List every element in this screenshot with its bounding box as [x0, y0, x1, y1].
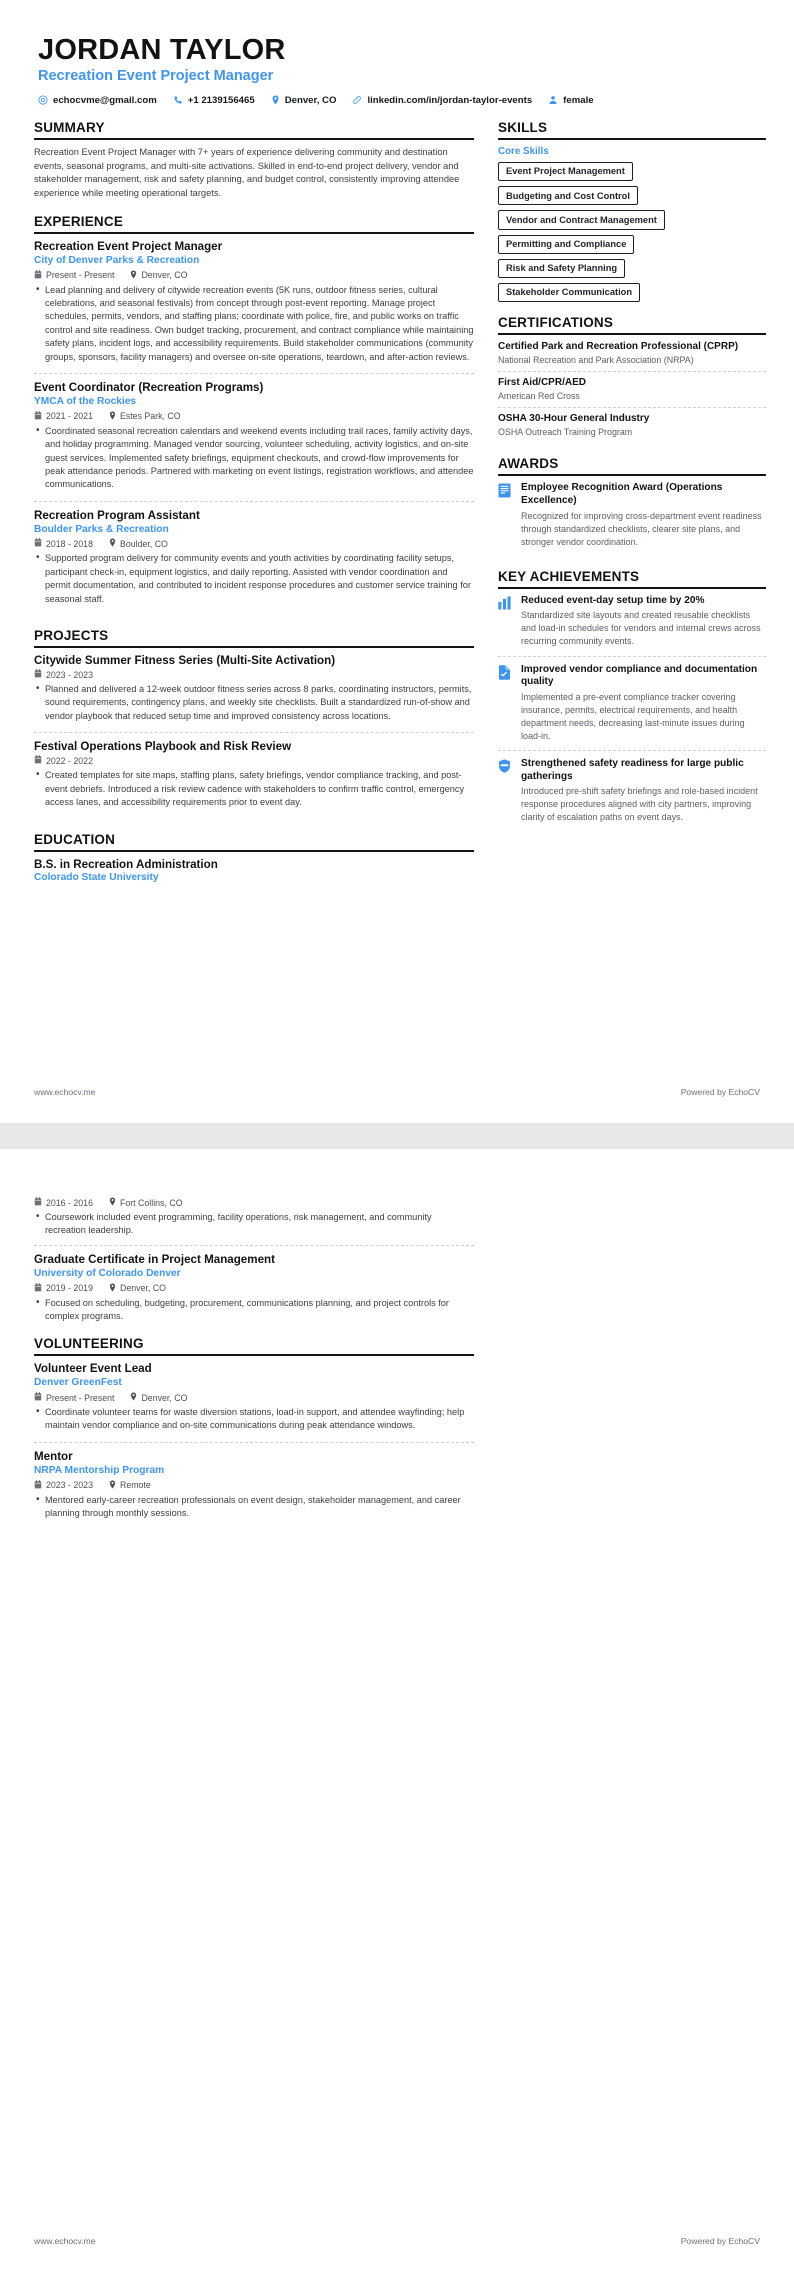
project-dates-group — [34, 755, 93, 766]
contact-location-text: Denver, CO — [284, 94, 337, 106]
certification-issuer: National Recreation and Park Association (NRPA) — [498, 354, 694, 365]
job-meta — [34, 411, 474, 422]
page-footer-1 — [34, 1087, 760, 1097]
education-meta — [34, 1197, 474, 1208]
volunteering-meta — [34, 1392, 474, 1403]
achievement-description: Standardized site layouts and created reusable checklists and load-in schedules for vendors and internal crews across recurring community events. — [521, 610, 761, 647]
contact-gender-text: female — [563, 94, 594, 106]
resume-columns-page2 — [34, 1197, 760, 1542]
resume-page-1 — [0, 0, 794, 1123]
school-name: University of Colorado Denver — [34, 1267, 181, 1279]
volunteer-dates-group — [34, 1480, 93, 1491]
calendar-icon — [34, 669, 42, 680]
certification-name: First Aid/CPR/AED — [498, 377, 586, 389]
section-certifications — [498, 315, 766, 443]
achievement-description: Implemented a pre-event compliance tracker covering insurance, permits, electrical requirements, and health department needs, decreasing last-minute issues during load-in. — [521, 691, 745, 741]
calendar-icon — [34, 1197, 42, 1208]
skills-group-label: Core Skills — [498, 145, 549, 157]
shield-icon — [498, 758, 513, 824]
professional-headline: Recreation Event Project Manager — [38, 68, 274, 85]
degree-title: B.S. in Recreation Administration — [34, 857, 218, 871]
volunteer-dates: 2023 - 2023 — [46, 1480, 93, 1490]
list-item: • Supported program delivery for community events and youth activities by coordinating facility setups, participant check-in, equipment logistics, and daily reporting. Assisted with vendor coordination and permit documentation, and contributed to incident response procedures and customer service training for seasonal staff. — [45, 552, 474, 606]
school-name: Colorado State University — [34, 872, 159, 884]
list-item: • Coordinated seasonal recreation calendars and weekend events including trail races, family activity days, and holiday programming. Managed vendor sourcing, volunteer scheduling, activity logistics, and on-site guest services. Implemented safety briefings, equipment checkouts, and crowd-flow improvements for peak attendance periods. Partnered with marketing on event listings, registration workflows, and attendee communications. — [45, 425, 474, 492]
volunteering-meta — [34, 1480, 474, 1491]
section-volunteering — [34, 1336, 474, 1529]
project-title: Citywide Summer Fitness Series (Multi-Site Activation) — [34, 654, 336, 668]
resume-columns — [34, 120, 760, 898]
job-dates-group — [34, 270, 114, 281]
bar-chart-icon — [498, 595, 513, 649]
left-column — [34, 120, 474, 898]
section-title-volunteering: VOLUNTEERING — [34, 1336, 474, 1356]
achievement-body — [521, 595, 766, 649]
list-item: • Coursework included event programming, facility operations, risk management, and community recreation leadership. — [45, 1211, 474, 1238]
footer-brand: Powered by EchoCV — [680, 2236, 760, 2246]
left-column-page2 — [34, 1197, 474, 1542]
experience-item — [34, 381, 474, 502]
job-dates-group — [34, 538, 93, 549]
contact-linkedin-text: linkedin.com/in/jordan-taylor-events — [367, 94, 533, 106]
certificate-icon — [498, 482, 513, 548]
education-dates: 2016 - 2016 — [46, 1197, 93, 1208]
skill-chip: Risk and Safety Planning — [498, 259, 625, 278]
award-description: Recognized for improving cross-department event readiness through standardized checklists, clearer site plans, and stronger vendor coordination. — [521, 510, 762, 547]
degree-title: Graduate Certificate in Project Management — [34, 1252, 275, 1266]
education-item — [34, 858, 474, 886]
job-dates: Present - Present — [46, 270, 115, 281]
project-title: Festival Operations Playbook and Risk Review — [34, 740, 292, 754]
contact-email[interactable] — [38, 95, 157, 106]
volunteer-org: Denver GreenFest — [34, 1377, 122, 1389]
job-company: Boulder Parks & Recreation — [34, 523, 169, 535]
education-location: Fort Collins, CO — [119, 1197, 183, 1208]
volunteering-item — [34, 1450, 474, 1530]
calendar-icon — [34, 411, 42, 422]
volunteering-item — [34, 1362, 474, 1443]
experience-item — [34, 240, 474, 374]
contact-row — [38, 95, 756, 106]
project-bullets — [34, 683, 474, 723]
section-title-experience: EXPERIENCE — [34, 214, 474, 234]
section-title-education: EDUCATION — [34, 832, 474, 852]
award-item — [498, 482, 766, 555]
section-title-awards: AWARDS — [498, 456, 766, 476]
education-dates: 2019 - 2019 — [46, 1283, 93, 1293]
skill-chip: Stakeholder Communication — [498, 283, 640, 302]
email-icon — [38, 95, 48, 105]
location-pin-icon — [109, 411, 116, 422]
location-pin-icon — [130, 270, 137, 281]
document-check-icon — [498, 664, 513, 743]
job-dates: 2018 - 2018 — [46, 538, 93, 549]
achievement-item — [498, 664, 766, 751]
volunteer-dates: Present - Present — [46, 1392, 115, 1403]
job-meta — [34, 538, 474, 549]
location-pin-icon — [271, 95, 280, 105]
section-title-skills: SKILLS — [498, 120, 766, 140]
calendar-icon — [34, 1392, 42, 1403]
contact-location — [271, 95, 337, 106]
education-bullets — [34, 1211, 474, 1238]
section-key-achievements — [498, 569, 766, 832]
section-title-key-achievements: KEY ACHIEVEMENTS — [498, 569, 766, 589]
experience-item — [34, 509, 474, 615]
award-body — [521, 482, 766, 548]
skill-chip: Vendor and Contract Management — [498, 210, 665, 229]
skills-chip-list — [498, 162, 766, 302]
calendar-icon — [34, 1283, 42, 1294]
contact-email-text: echocvme@gmail.com — [53, 94, 157, 106]
section-title-certifications: CERTIFICATIONS — [498, 315, 766, 335]
certification-issuer: American Red Cross — [498, 390, 580, 401]
education-location-group — [109, 1197, 183, 1208]
education-location-group — [109, 1283, 166, 1294]
certification-issuer: OSHA Outreach Training Program — [498, 426, 633, 437]
job-location-group — [130, 270, 187, 281]
section-awards — [498, 456, 766, 555]
education-location: Denver, CO — [119, 1283, 166, 1293]
job-company: City of Denver Parks & Recreation — [34, 254, 200, 266]
job-title: Event Coordinator (Recreation Programs) — [34, 381, 264, 395]
job-title: Recreation Program Assistant — [34, 508, 200, 522]
page-gap — [0, 1123, 794, 1149]
achievement-item — [498, 758, 766, 831]
list-item: • Focused on scheduling, budgeting, procurement, communications planning, and project controls for complex programs. — [45, 1297, 474, 1324]
volunteer-bullets — [34, 1406, 474, 1433]
volunteer-bullets — [34, 1494, 474, 1521]
resume-page-2 — [0, 1149, 794, 2272]
contact-phone-text: +1 2139156465 — [187, 94, 255, 106]
achievement-item — [498, 595, 766, 657]
calendar-icon — [34, 1480, 42, 1491]
location-pin-icon — [109, 1480, 116, 1491]
skill-chip: Budgeting and Cost Control — [498, 186, 638, 205]
volunteer-role: Mentor — [34, 1449, 73, 1463]
right-column — [498, 120, 766, 844]
job-meta — [34, 270, 474, 281]
list-item: • Lead planning and delivery of citywide recreation events (5K runs, outdoor fitness series, cultural celebrations, and seasonal festivals) from concept through post-event reporting. Manage project schedules, permits, vendors, and staffing plans; coordinate with police, fire, and public works on traffic control and site readiness. Own budget tracking, procurement, and contract compliance while maintaining safety plans, incident logs, and accessibility requirements. Build stakeholder communications (community groups, sponsors, facility managers) and oversee on-site operations, teardown, and after-action reviews. — [45, 284, 474, 365]
certification-name: Certified Park and Recreation Professional (CPRP) — [498, 341, 739, 353]
location-pin-icon — [109, 538, 116, 549]
volunteer-location-group — [130, 1392, 187, 1403]
calendar-icon — [34, 538, 42, 549]
volunteer-location-group — [109, 1480, 151, 1491]
job-bullets — [34, 284, 474, 365]
volunteer-role: Volunteer Event Lead — [34, 1362, 152, 1376]
job-dates-group — [34, 411, 93, 422]
education-dates-group — [34, 1197, 93, 1208]
calendar-icon — [34, 270, 42, 281]
section-skills — [498, 120, 766, 302]
award-title: Employee Recognition Award (Operations Excellence) — [521, 482, 723, 507]
achievement-body — [521, 664, 766, 743]
contact-linkedin[interactable] — [352, 95, 532, 106]
location-pin-icon — [130, 1392, 137, 1403]
project-bullets — [34, 769, 474, 809]
volunteer-org: NRPA Mentorship Program — [34, 1464, 165, 1476]
job-company: YMCA of the Rockies — [34, 395, 137, 407]
certification-name: OSHA 30-Hour General Industry — [498, 413, 650, 425]
education-bullets — [34, 1297, 474, 1324]
list-item: • Planned and delivered a 12-week outdoor fitness series across 8 parks, coordinating instructors, permits, sound requirements, contingency plans, and weekly site checklists. Built a standardized run-of-show and vendor playbook that reduced setup time and improved consistency across locations. — [45, 683, 474, 723]
section-experience — [34, 214, 474, 615]
project-item — [34, 654, 474, 733]
job-location-group — [109, 538, 168, 549]
job-dates: 2021 - 2021 — [46, 411, 93, 422]
list-item: • Mentored early-career recreation professionals on event design, stakeholder management, and career planning through monthly sessions. — [45, 1494, 474, 1521]
section-education — [34, 832, 474, 886]
certification-item — [498, 377, 766, 408]
section-education-continued — [34, 1197, 474, 1323]
resume-header — [34, 34, 760, 106]
job-location: Estes Park, CO — [119, 411, 181, 422]
contact-phone[interactable] — [173, 95, 255, 106]
certification-item — [498, 413, 766, 443]
phone-icon — [173, 95, 183, 105]
job-title: Recreation Event Project Manager — [34, 239, 223, 253]
job-location: Boulder, CO — [119, 538, 168, 549]
achievement-title: Strengthened safety readiness for large public gatherings — [521, 757, 744, 782]
list-item: • Coordinate volunteer teams for waste diversion stations, load-in support, and attendee wayfinding; help maintain vendor compliance and on-site communications during peak attendance windows. — [45, 1406, 474, 1433]
job-location-group — [109, 411, 181, 422]
education-dates-group — [34, 1283, 93, 1294]
calendar-icon — [34, 755, 42, 766]
skill-chip: Permitting and Compliance — [498, 235, 634, 254]
education-item — [34, 1197, 474, 1238]
section-projects — [34, 628, 474, 818]
summary-text: Recreation Event Project Manager with 7+ years of experience delivering community and destination events, seasonal programs, and multi-site activations. Skilled in end-to-end project delivery, vendor and stakeholder management, risk and safety planning, and budget control, consistently improving attendee experience while meeting operational targets. — [34, 146, 460, 199]
education-meta — [34, 1283, 474, 1294]
footer-site-url[interactable]: www.echocv.me — [34, 2236, 96, 2246]
project-dates-group — [34, 669, 93, 680]
certification-item — [498, 341, 766, 372]
volunteer-location: Denver, CO — [141, 1392, 188, 1403]
education-item — [34, 1245, 474, 1324]
job-location: Denver, CO — [141, 270, 188, 281]
list-item: • Created templates for site maps, staffing plans, safety briefings, vendor compliance tracking, and post-event debriefs. Introduced a risk review cadence with stakeholders to confirm traffic control, emergency access lanes, and accessibility requirements prior to event day. — [45, 769, 474, 809]
contact-gender — [548, 95, 593, 106]
project-meta — [34, 755, 474, 766]
achievement-description: Introduced pre-shift safety briefings and role-based incident response procedures aligned with city partners, improving clarity of escalation paths on event days. — [521, 786, 758, 823]
link-icon — [352, 95, 362, 105]
achievement-body — [521, 758, 766, 824]
footer-brand: Powered by EchoCV — [680, 1087, 760, 1097]
location-pin-icon — [109, 1283, 116, 1294]
section-title-projects: PROJECTS — [34, 628, 474, 648]
person-icon — [548, 95, 558, 105]
skill-chip: Event Project Management — [498, 162, 633, 181]
volunteer-location: Remote — [119, 1480, 151, 1490]
project-dates: 2022 - 2022 — [46, 755, 93, 766]
achievement-title: Reduced event-day setup time by 20% — [521, 594, 705, 606]
achievement-title: Improved vendor compliance and documentation quality — [521, 663, 758, 688]
page-title: JORDAN TAYLOR — [38, 34, 286, 66]
volunteer-dates-group — [34, 1392, 114, 1403]
job-bullets — [34, 552, 474, 606]
project-meta — [34, 669, 474, 680]
footer-site-url[interactable]: www.echocv.me — [34, 1087, 96, 1097]
project-item — [34, 740, 474, 818]
location-pin-icon — [109, 1197, 116, 1208]
job-bullets — [34, 425, 474, 492]
section-summary — [34, 120, 474, 201]
section-title-summary: SUMMARY — [34, 120, 474, 140]
project-dates: 2023 - 2023 — [46, 669, 93, 680]
page-footer-2 — [34, 2236, 760, 2246]
